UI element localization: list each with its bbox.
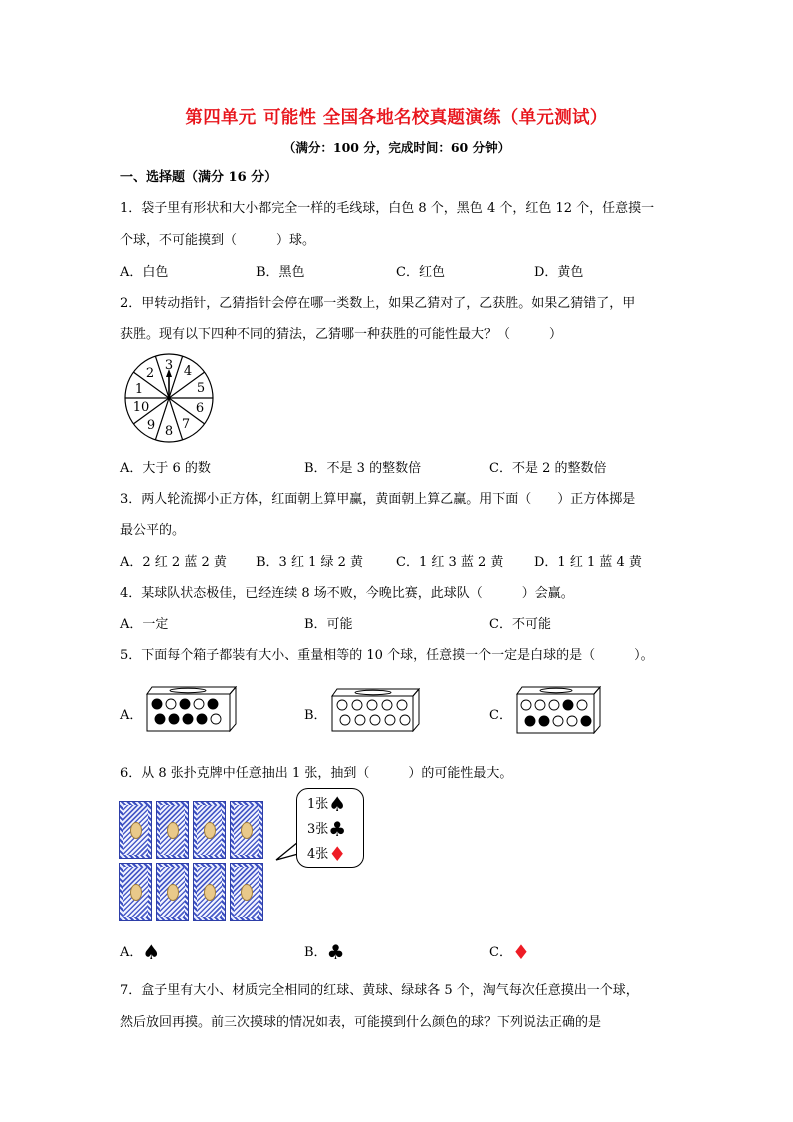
question-1-line-2: 个球，不可能摸到（ ）球。 xyxy=(120,233,316,248)
option-label: C． xyxy=(489,945,512,960)
bubble-row-spade xyxy=(307,792,346,816)
bubble-row-diamond xyxy=(307,842,346,866)
playing-card-back xyxy=(230,863,263,921)
playing-card-back xyxy=(230,801,263,859)
page-subtitle: （满分：100 分，完成时间：60 分钟） xyxy=(282,140,511,155)
playing-card-back xyxy=(156,863,189,921)
diamond-icon: ♦ xyxy=(328,842,347,866)
question-3-option-b: B．3 红 1 绿 2 黄 xyxy=(256,555,364,570)
speech-bubble xyxy=(296,788,364,868)
spinner-number-3: 3 xyxy=(164,358,174,373)
spinner-number-9: 9 xyxy=(146,418,156,433)
spinner-number-8: 8 xyxy=(164,424,174,439)
playing-card-back xyxy=(119,863,152,921)
question-6-option-a xyxy=(120,940,160,964)
question-2-line-1: 2．甲转动指针，乙猜指针会停在哪一类数上，如果乙猜对了，乙获胜。如果乙猜错了，甲 xyxy=(120,296,636,311)
spinner-number-7: 7 xyxy=(181,417,191,432)
question-5-option-a-label: A． xyxy=(120,708,143,723)
bubble-count: 1张 xyxy=(307,797,329,812)
question-3-line-1: 3．两人轮流掷小正方体，红面朝上算甲赢，黄面朝上算乙赢。用下面（ ）正方体掷是 xyxy=(120,492,636,507)
question-1-option-d: D．黄色 xyxy=(534,265,584,280)
playing-cards-group xyxy=(119,801,267,925)
question-3-option-d: D．1 红 1 蓝 4 黄 xyxy=(534,555,642,570)
question-2-line-2: 获胜。现有以下四种不同的猜法，乙猜哪一种获胜的可能性最大？（ ） xyxy=(120,327,563,342)
question-7-line-2: 然后放回再摸。前三次摸球的情况如表，可能摸到什么颜色的球？下列说法正确的是 xyxy=(120,1015,602,1030)
ball-box-b xyxy=(331,688,421,732)
bubble-count: 3张 xyxy=(307,822,329,837)
question-1-option-c: C．红色 xyxy=(396,265,445,280)
question-3-line-2: 最公平的。 xyxy=(120,523,186,538)
playing-card-back xyxy=(193,801,226,859)
ball-box-a xyxy=(146,686,238,732)
question-4-option-a: A．一定 xyxy=(120,617,169,632)
spinner-number-10: 10 xyxy=(132,400,150,415)
ball-box-c xyxy=(516,686,602,734)
playing-card-back xyxy=(156,801,189,859)
spade-icon: ♠ xyxy=(142,940,161,964)
spinner-number-4: 4 xyxy=(183,364,193,379)
spade-icon: ♠ xyxy=(328,792,347,816)
question-3-option-a: A．2 红 2 蓝 2 黄 xyxy=(120,555,227,570)
diamond-icon: ♦ xyxy=(511,940,530,964)
question-1-option-a: A．白色 xyxy=(120,265,169,280)
question-5-option-b-label: B． xyxy=(304,708,327,723)
question-1-line-1: 1．袋子里有形状和大小都完全一样的毛线球，白色 8 个，黑色 4 个，红色 12 个，任意摸一 xyxy=(120,201,655,216)
question-4-option-c: C．不可能 xyxy=(489,617,551,632)
question-5-option-c-label: C． xyxy=(489,708,512,723)
spinner-number-2: 2 xyxy=(145,366,155,381)
option-label: B． xyxy=(304,945,327,960)
playing-card-back xyxy=(119,801,152,859)
question-6-line-1: 6．从 8 张扑克牌中任意抽出 1 张，抽到（ ）的可能性最大。 xyxy=(120,766,513,781)
spinner-number-6: 6 xyxy=(195,401,205,416)
club-icon: ♣ xyxy=(328,817,347,841)
bubble-count: 4张 xyxy=(307,847,329,862)
question-2-option-a: A．大于 6 的数 xyxy=(120,461,211,476)
section-heading: 一、选择题（满分 16 分） xyxy=(120,170,278,185)
spinner-wheel xyxy=(122,352,216,444)
question-2-option-b: B．不是 3 的整数倍 xyxy=(304,461,422,476)
spinner-number-5: 5 xyxy=(196,381,206,396)
bubble-row-club xyxy=(307,817,346,841)
question-4-line-1: 4．某球队状态极佳，已经连续 8 场不败，今晚比赛，此球队（ ）会赢。 xyxy=(120,586,574,601)
playing-card-back xyxy=(193,863,226,921)
question-4-option-b: B．可能 xyxy=(304,617,353,632)
spinner-number-1: 1 xyxy=(134,382,144,397)
page-title: 第四单元 可能性 全国各地名校真题演练（单元测试） xyxy=(185,108,608,128)
question-3-option-c: C．1 红 3 蓝 2 黄 xyxy=(396,555,504,570)
question-2-option-c: C．不是 2 的整数倍 xyxy=(489,461,607,476)
club-icon: ♣ xyxy=(326,940,345,964)
question-6-option-b xyxy=(304,940,345,964)
question-1-option-b: B．黑色 xyxy=(256,265,305,280)
question-6-option-c xyxy=(489,940,530,964)
question-5-line-1: 5．下面每个箱子都装有大小、重量相等的 10 个球，任意摸一个一定是白球的是（ ）。 xyxy=(120,648,654,663)
option-label: A． xyxy=(120,945,143,960)
question-7-line-1: 7．盒子里有大小、材质完全相同的红球、黄球、绿球各 5 个，淘气每次任意摸出一个球， xyxy=(120,983,639,998)
